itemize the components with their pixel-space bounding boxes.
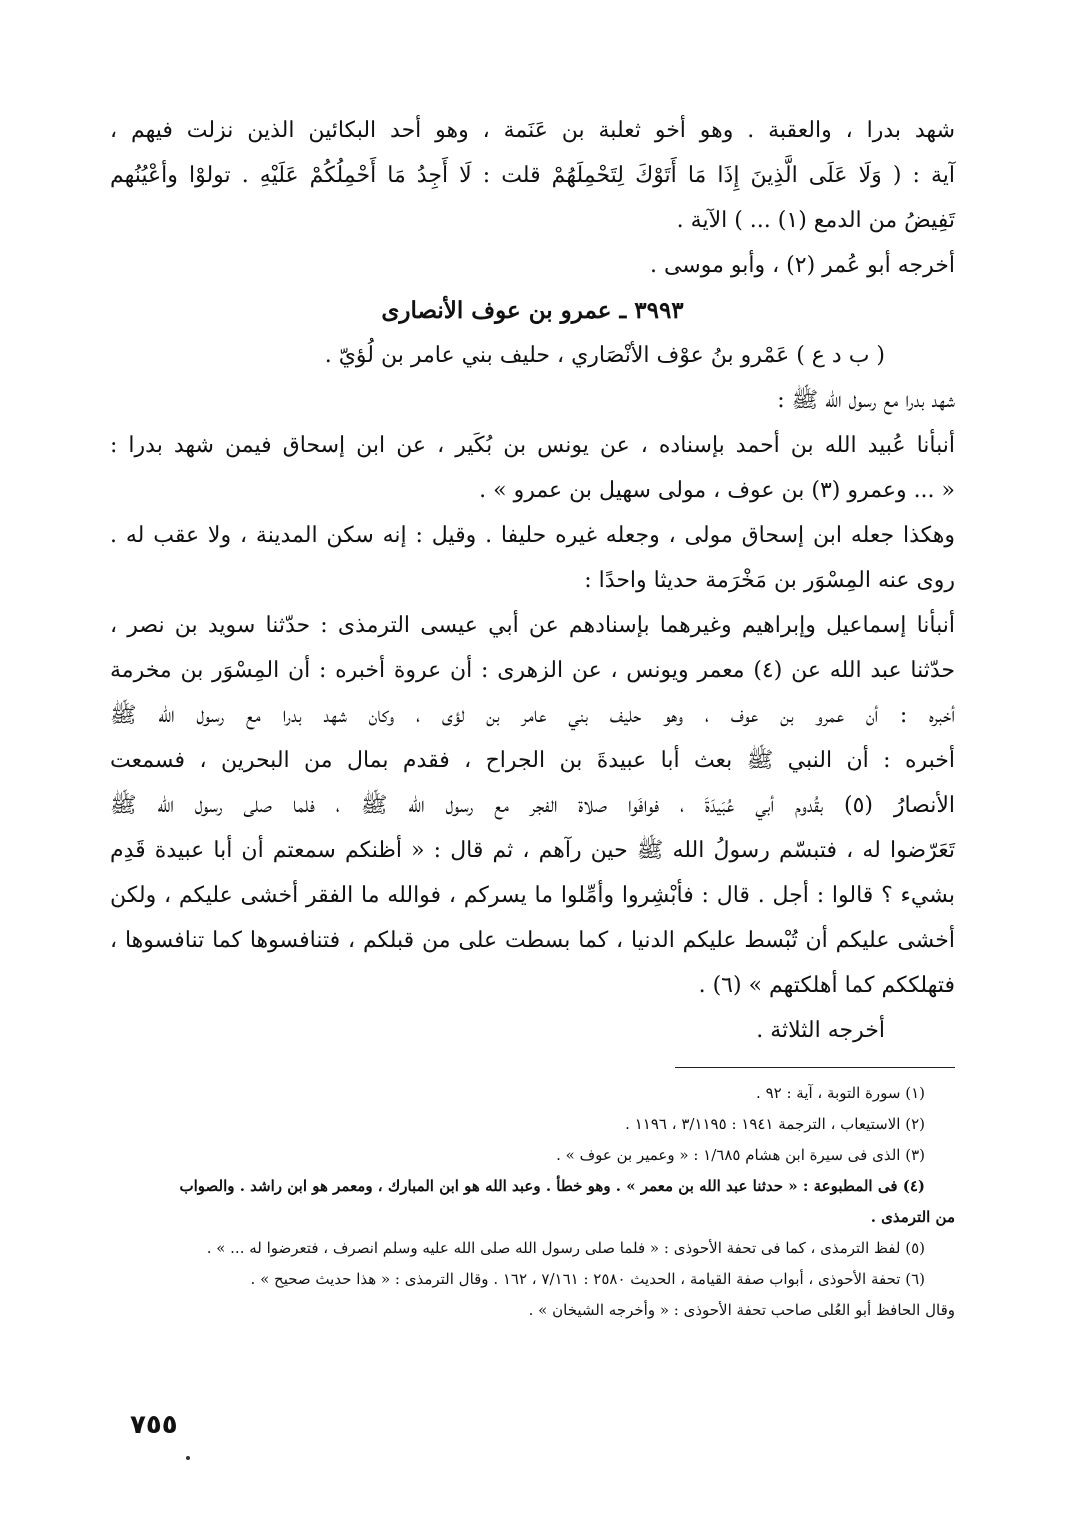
body-line-3: تَفِيضُ من الدمع (١) ... ) الآية . [676, 208, 955, 233]
body-line-2: آية : ( وَلَا عَلَى الَّذِينَ إِذَا مَا أَتَوْكَ لِتَحْمِلَهُمْ قلت : لَا أَجِدُ مَا أَحْمِلُكُمْ عَلَيْهِ . تولوْا وأعْيُنُهم [110, 163, 955, 188]
body-line-8: « ... وعمرو (٣) بن عوف ، مولى سهيل بن عمرو » . [479, 478, 955, 503]
body-line-7: أنبأنا عُبيد الله بن أحمد بإسناده ، عن يونس بن بُكَير ، عن ابن إسحاق فيمن شهد بدرا : [110, 433, 955, 458]
entry-heading: ٣٩٩٣ ـ عمرو بن عوف الأنصارى [381, 297, 684, 324]
body-line-17: بشيء ؟ قالوا : أجل . قال : فأبْشِروا وأمِّلوا ما يسركم ، فوالله ما الفقر أخشى عليكم ، ولكن [110, 883, 955, 908]
body-line-5: ( ب د ع ) عَمْرو بنُ عوْف الأنْصَاري ، حليف بني عامر بن لُؤيّ . [324, 343, 885, 368]
body-line-4: أخرجه أبو عُمر (٢) ، وأبو موسى . [649, 253, 955, 278]
body-line-10: روى عنه المِسْوَر بن مَخْرَمة حديثا واحدًا : [584, 568, 955, 593]
body-line-12: حدّثنا عبد الله عن (٤) معمر ويونس ، عن الزهرى : أن عروة أخبره : أن المِسْوَر بن مخرمة [110, 658, 955, 683]
footnote-separator [675, 1067, 955, 1068]
body-line-6: شهد بدرا مع رسول الله ﷺ : [777, 388, 955, 413]
footnote-6: (٦) تحفة الأحوذى ، أبواب صفة القيامة ، الحديث ٢٥٨٠ : ٧/١٦١ ، ١٦٢ . وقال الترمذى : « هذا حديث صحيح » . [250, 1270, 925, 1288]
footnote-4-continued: من الترمذى . [870, 1208, 955, 1226]
body-line-1: شهد بدرا ، والعقبة . وهو أخو ثعلبة بن عَنَمة ، وهو أحد البكائين الذين نزلت فيهم ، [110, 118, 955, 143]
body-line-20: أخرجه الثلاثة . [756, 1018, 885, 1043]
footnote-4: (٤) فى المطبوعة : « حدثنا عبد الله بن معمر » . وهو خطأ . وعبد الله هو ابن المبارك ، ومعمر هو ابن راشد . والصواب [179, 1177, 925, 1195]
body-line-9: وهكذا جعله ابن إسحاق مولى ، وجعله غيره حليفا . وقيل : إنه سكن المدينة ، ولا عقب له . [110, 523, 955, 548]
footnote-1: (١) سورة التوبة ، آية : ٩٢ . [756, 1084, 925, 1102]
document-page [110, 108, 955, 1326]
body-line-11: أنبأنا إسماعيل وإبراهيم وغيرهما بإسنادهم عن أبي عيسى الترمذى : حدّثنا سويد بن نصر ، [110, 613, 955, 638]
body-line-18: أخشى عليكم أن تُبْسط عليكم الدنيا ، كما بسطت على من قبلكم ، فتنافسوها كما تنافسوها ، [110, 928, 955, 953]
footnote-3: (٣) الذى فى سيرة ابن هشام ١/٦٨٥ : « وعمير بن عوف » . [556, 1146, 925, 1164]
body-line-16: تَعَرّضوا له ، فتبسّم رسولُ الله ﷺ حين رآهم ، ثم قال : « أظنكم سمعتم أن أبا عبيدة قَدِم [110, 838, 955, 863]
speck-mark [186, 1456, 190, 1460]
footnote-5: (٥) لفظ الترمذى ، كما فى تحفة الأحوذى : « فلما صلى رسول الله صلى الله عليه وسلم انصرف ، فتعرضوا له ... » . [206, 1239, 925, 1257]
footnote-6-continued: وقال الحافظ أبو العُلى صاحب تحفة الأحوذى : « وأخرجه الشيخان » . [528, 1301, 955, 1319]
body-line-19: فتهلككم كما أهلكتهم » (٦) . [698, 973, 955, 998]
page-number: ٧٥٥ [130, 1410, 178, 1440]
body-line-13: أخبره : أن عمرو بن عوف ، وهو حليف بني عامر بن لؤى ، وكان شهد بدرا مع رسول الله ﷺ [110, 703, 955, 728]
footnote-2: (٢) الاستيعاب ، الترجمة ١٩٤١ : ٣/١١٩٥ ، ١١٩٦ . [625, 1115, 925, 1133]
body-line-15: الأنصارُ (٥) بقُدوم أبي عُبَيدَةَ ، فوافَوا صلاة الفجر مع رسول الله ﷺ ، فلما صلى رسول الله ﷺ [110, 793, 956, 818]
body-line-14: أخبره : أن النبي ﷺ بعث أبا عبيدةَ بن الجراح ، فقدم بمال من البحرين ، فسمعت [110, 748, 955, 773]
